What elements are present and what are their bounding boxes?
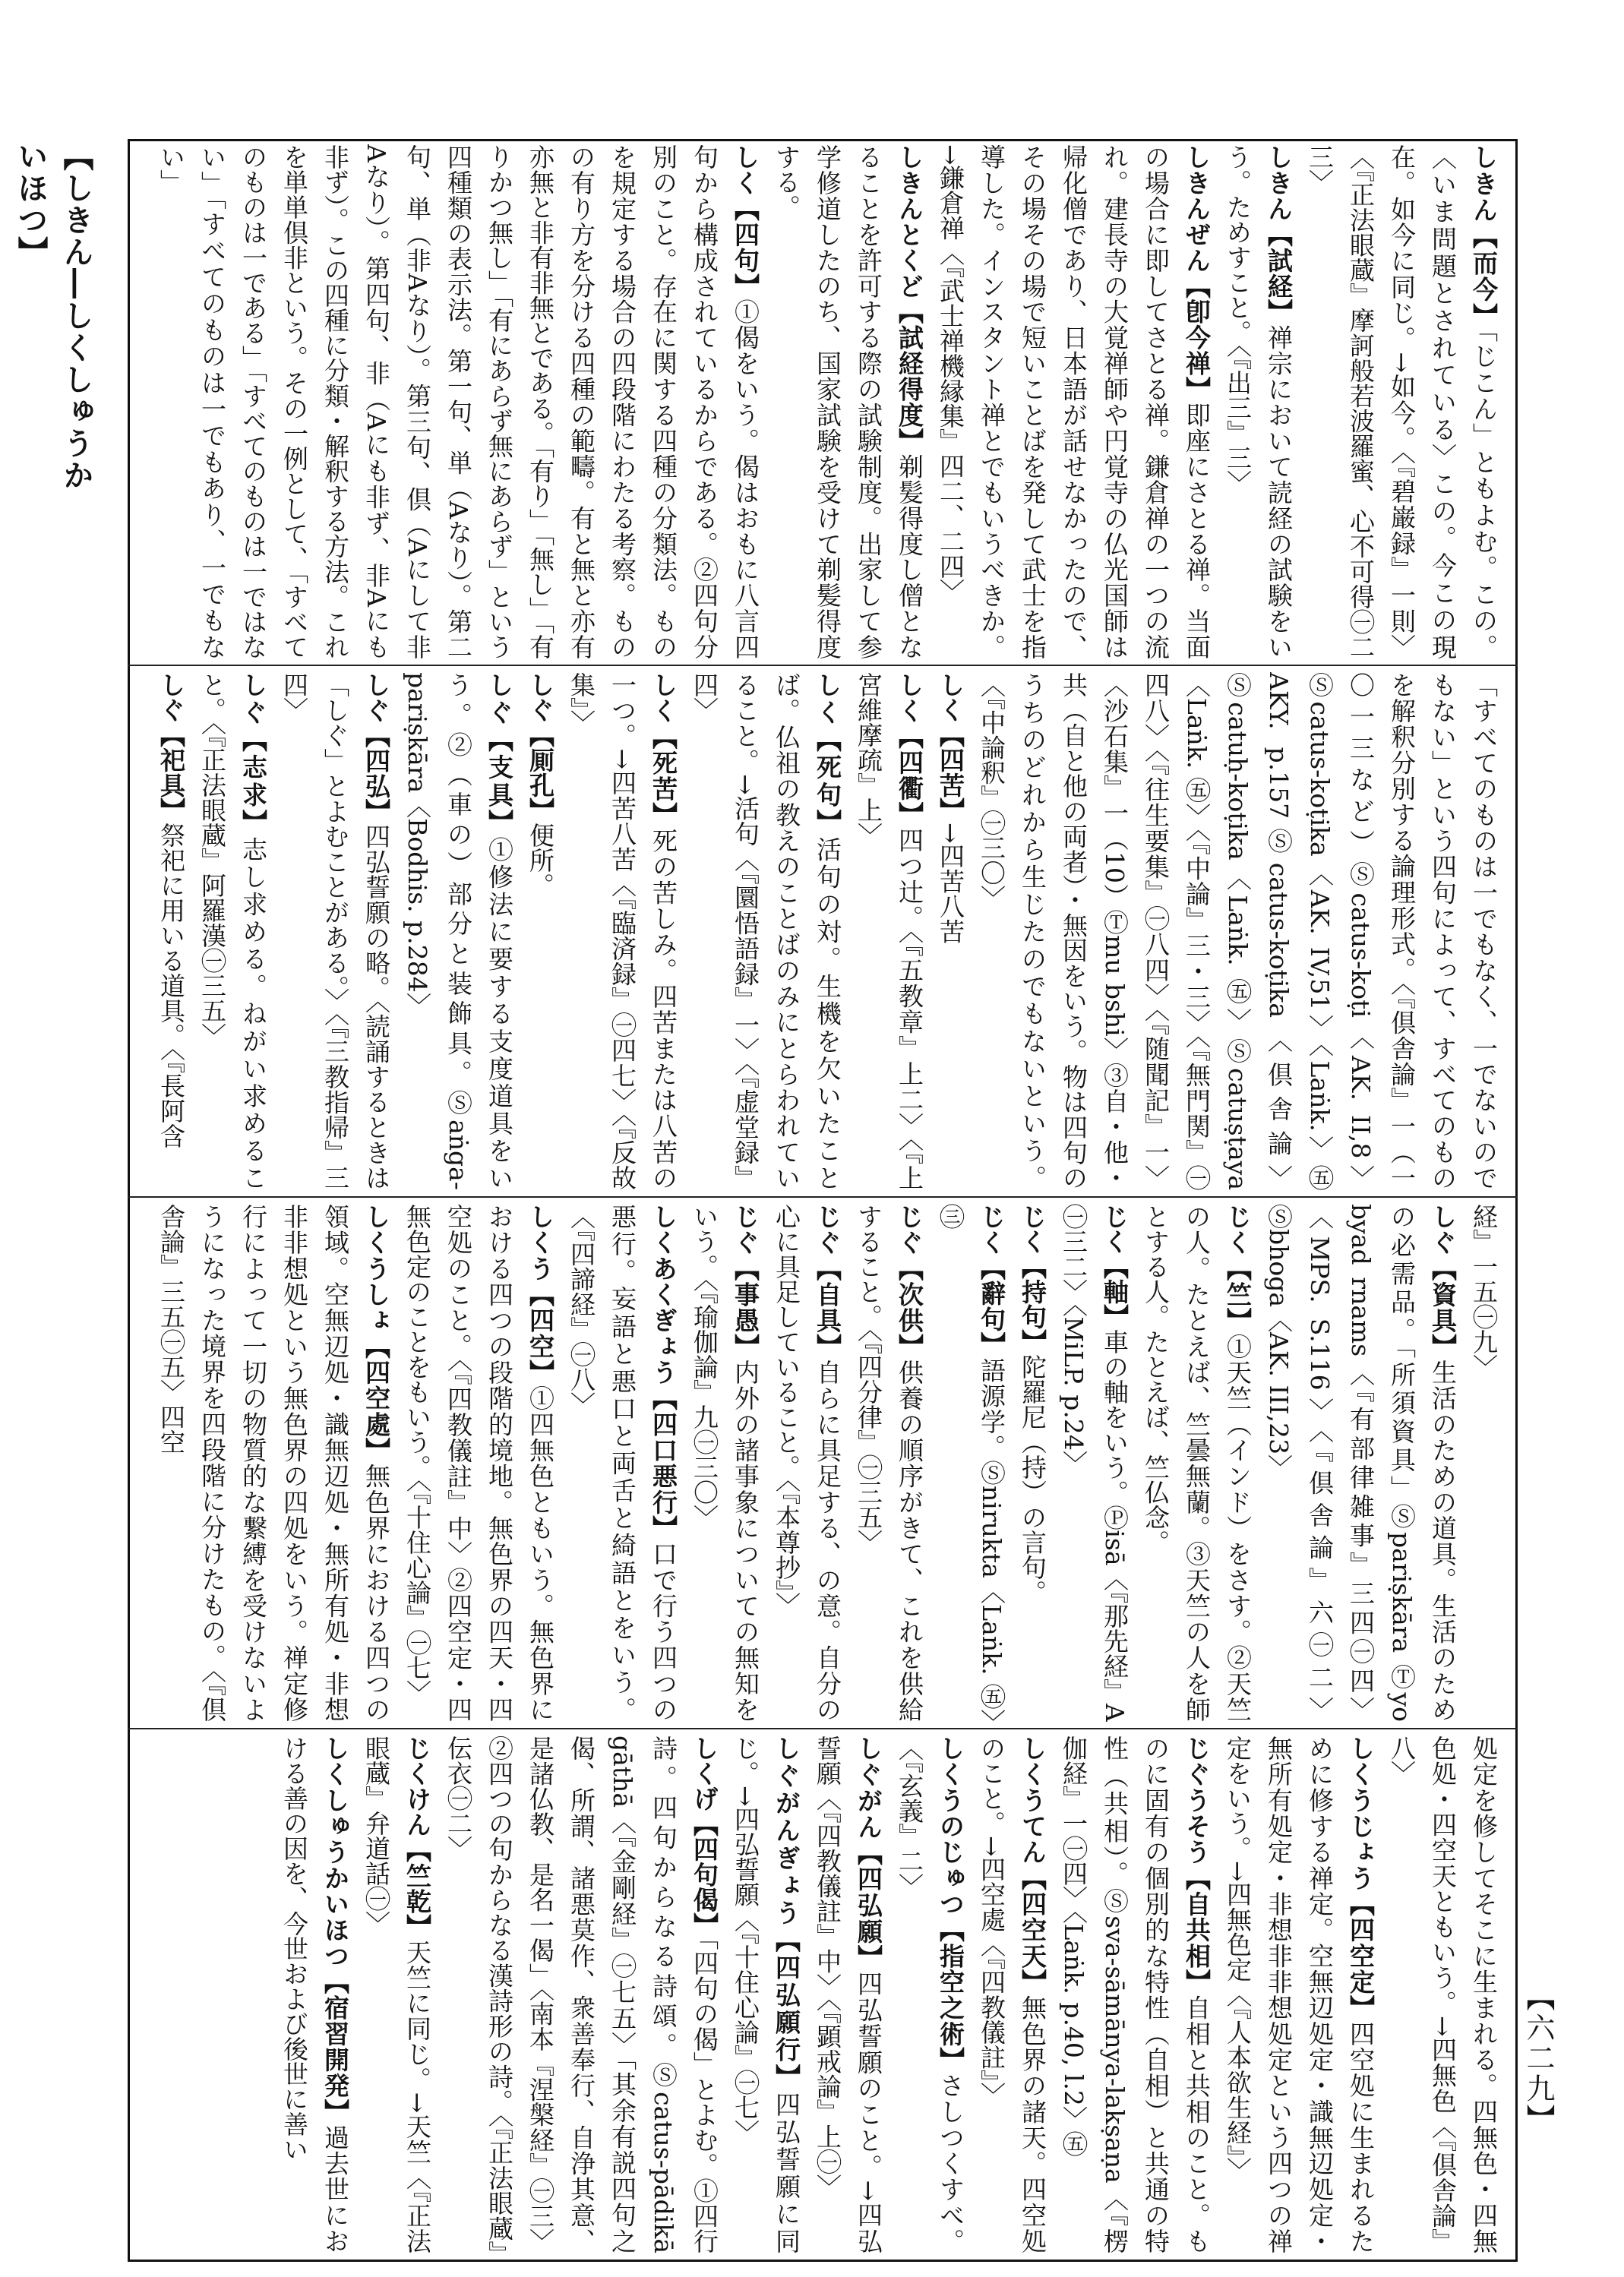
entry-headword: じぐうそう【自共相】 [1182,1735,1212,1995]
entry-definition: 四つ辻。〈『五教章』上二〉〈『上宮維摩疏』上〉 [854,672,924,1190]
entry-headword: しきんぜん【卽今禅】 [1182,144,1212,403]
entry-headword: しく【四句】 [731,144,760,299]
entry-headword: じく【竺】 [1223,1204,1253,1334]
entry-definition: ①四無色ともいう。無色界における四つの段階的境地。無色界の四天・四空処のこと。〈『四教儀註』中〉②四空定・四無色定のことをもいう。〈『十住心論』㊀七〉 [403,1204,555,1722]
entry-definition: 「じこん」ともよむ。この。〈いま問題とされている〉この。今この現在。如今に同じ。→如今。〈『碧巌録』一則〉〈『正法眼蔵』摩訶般若波羅蜜、心不可得㊀二三〉 [1305,144,1499,659]
entry-definition: ①偈をいう。偈はおもに八言四句から構成されているからである。②四句分別のこと。存在に関する四種の分類法。ものを規定する場合の四段階にわたる考察。ものの有り方を分ける四種の範疇。有と無と亦有亦無と非有非無とである。「有り」「無し」「有りかつ無し」「有にあらず無にあらず」という四種類の表示法。第一句、単（Aなり）。第二句、単（非Aなり）。第三句、倶（Aにして非Aなり）。第四句、非（Aにも非ず、非Aにも非ず）。この四種に分類・解釈する方法。これを単単倶非という。その一例として、「すべてのものは一である」「すべてのものは一ではない」「すべてのものは一でもあり、一でもない」 [156,144,760,659]
entry-headword: しくうしょ【四空處】 [362,1204,391,1464]
tier-4 [144,1735,1504,2253]
dictionary-entry [684,1204,766,1722]
dictionary-entry [1053,1735,1217,2253]
tier-divider [128,665,1518,666]
entry-headword: じく【持句】 [1018,1204,1047,1354]
dictionary-entry [930,672,971,1190]
dictionary-entry [1217,144,1299,659]
entry-definition: 内外の諸事象についての無知をいう。〈『瑜伽論』九㊀三〇〉 [690,1204,760,1722]
dictionary-entry [150,144,766,659]
entry-definition: 過去世における善の因を、今世および後世に善い [280,1735,350,2253]
entry-definition: 即座にさとる禅。当面の場合に即してさとる禅。鎌倉禅の一つの流れ。建長寺の大覚禅師や円覚寺の仏光国師は帰化僧であり、日本語が話せなかったので、その場その場で短いことばを発して武士を指導した。インスタント禅とでもいうべきか。→鎌倉禅〈『武士禅機縁集』四二、二四〉 [936,144,1212,659]
dictionary-entry [848,1204,930,1722]
entry-definition: 供養の順序がきて、これを供給すること。〈『四分律』㊀三五〉 [854,1204,924,1722]
tier-1 [144,144,1504,659]
tier-3 [144,1204,1504,1722]
entry-headword: しぐ【厠孔】 [526,672,555,823]
dictionary-entry [930,1204,1012,1722]
dictionary-entry [766,144,930,659]
dictionary-entry [438,1735,725,2253]
entry-headword: しくあくぎょう【四口悪行】 [649,1204,678,1542]
running-header: 【しきん―しくしゅうかいほつ】 [13,141,94,491]
dictionary-entry [191,672,273,1190]
entry-definition: 自らに具足する、の意。自分の心に具足していること。〈『本尊抄』〉 [772,1204,842,1722]
entry-headword: じぐ【次供】 [895,1204,924,1360]
entry-headword: しくうてん【四空天】 [1018,1735,1047,1995]
dictionary-entry [889,1735,971,2253]
entry-definition: 四空処に生まれるために修する禅定。空無辺処定・識無辺処定・無所有処定・非想非非想処定という四つの禅定をいう。→四無色定〈『人本欲生経』〉 [1223,1735,1376,2253]
tier-2 [144,672,1504,1190]
entry-definition: 無色界における四つの領域。空無辺処・識無辺処・無所有処・非想非非想処という無色界の四処をいう。禅定修行によって一切の物質的な繋縛を受けないようになった境界を四段階に分けたもの。〈『倶舎論』三五㊀五〉四空 [156,1204,391,1722]
dictionary-entry [930,144,1217,659]
dictionary-entry [1299,144,1504,659]
entry-definition: 語源学。Ⓢnirukta〈Laṅk. ㊄〉㊂ [936,1204,1006,1722]
entry-definition: 処定を修してそこに生まれる。四無色・四無色処・四空天ともいう。→四無色〈『倶舎論』八〉 [1387,1735,1499,2253]
entry-headword: しぐ【祀具】 [156,672,186,823]
entry-definition: 四弘誓願のこと。→四弘誓願〈『四教儀註』中〉〈『顕戒論』上㊀〉 [813,1735,883,2253]
dictionary-entry [1012,1204,1053,1722]
dictionary-entry [150,672,191,1190]
entry-headword: じくけん【竺乾】 [403,1735,432,1940]
dictionary-entry [807,1735,889,2253]
entry-definition: 活句の対。生機を欠いたことば。仏祖の教えのことばのみにとらわれていること。→活句〈『圜悟語録』一〉〈『虚堂録』四〉 [690,672,842,1190]
dictionary-entry [1053,1204,1135,1722]
entry-definition: 無色界の諸天。四空処のこと。→四空處〈『四教儀註』〉 [977,1735,1047,2253]
entry-definition: →四苦八苦 [936,823,965,944]
entry-headword: じぐ【自具】 [813,1204,842,1360]
dictionary-entry [1258,1204,1463,1722]
dictionary-entry [561,1204,684,1722]
entry-definition: 死の苦しみ。四苦または八苦の一つ。→四苦八苦〈『臨済録』㊀四七〉〈『反故集』〉 [567,672,678,1190]
dictionary-entry [273,672,397,1190]
entry-definition: ①修法に要する支度道具をいう。②（車の）部分と装飾具。Ⓢaṅga-pariṣkāra〈Bodhis. p.284〉 [403,672,514,1190]
dictionary-entry [520,672,561,1190]
entry-headword: じく【辭句】 [977,1204,1006,1358]
entry-definition: 剃髪得度し僧となることを許可する際の試験制度。出家して参学修道したのち、国家試験を受けて剃髪得度する。 [772,144,924,659]
entry-definition: ①天竺（インド）をさす。②天竺の人。たとえば、竺曇無蘭。③天竺の人を師とする人。たとえば、竺仏念。 [1141,1204,1253,1722]
entry-headword: じく【軸】 [1100,1204,1130,1330]
entry-headword: しぐ【志求】 [239,672,268,837]
entry-definition: 祭祀に用いる道具。〈『長阿含 [156,823,186,1148]
entry-headword: しくげ【四句偈】 [690,1735,719,1938]
entry-headword: しきんとくど【試経得度】 [895,144,924,454]
entry-headword: しく【四苦】 [936,672,965,823]
entry-definition: 陀羅尼（持）の言句。 [1018,1354,1047,1605]
entry-headword: じぐ【事愚】 [731,1204,760,1360]
dictionary-entry [684,672,848,1190]
entry-definition: 志し求める。ねがい求めること。〈『正法眼蔵』阿羅漢㊀三五〉 [197,672,268,1190]
entry-definition: 禅宗において読経の試験をいう。ためすこと。〈『出三』三〉 [1223,144,1294,659]
dictionary-entry [766,1204,848,1722]
entry-definition: 「すべてのものは一でもなく、一でないのでもない」という四句によって、すべてのものを解釈分別する論理形式。〈『倶舎論』一（一〇一三など）Ⓢcatus-koṭi〈AK. II,8〉Ⓢcatus-koṭika〈AK. IV,51〉〈Laṅk.〉㊄AKY. p.157Ⓢcatus-koṭika〈倶舎論〉Ⓢcatuḥ-koṭika〈Laṅk. ㊄〉Ⓢcatuṣṭaya〈Laṅk. ㊄〉〈『中論』三・三〉〈『無門関』㊀四八〉〈『往生要集』㊀八四〉〈『随聞記』一〉〈沙石集』一（10）Ⓣmu bshi〉③自・他・共（自と他の両者）・無因をいう。物は四句のうちのどれから生じたのでもないという。〈『中論釈』㊀三〇〉 [977,672,1499,1190]
entry-headword: しく【死苦】 [649,672,678,828]
dictionary-entry [1463,1204,1504,1722]
dictionary-entry [397,672,520,1190]
entry-definition: さしつくすべ。〈『玄義』二〉 [895,1735,965,2253]
dictionary-entry [150,1204,397,1722]
dictionary-entry [971,1735,1053,2253]
entry-headword: しぐがん【四弘願】 [854,1735,883,1971]
entry-headword: しぐ【資具】 [1428,1204,1458,1360]
entry-headword: しくうのじゅつ【指空之術】 [936,1735,965,2073]
entry-definition: 「四句の偈」とよむ。①四行詩。四句からなる詩頌。Ⓢcatus-pādikā gāthā〈『金剛経』㊀七五〉「其余有説四句之偈、所謂、諸悪莫作、衆善奉行、自浄其意、是諸仏教、是名一偈」〈南本『涅槃経』㊀三〉②四つの句からなる漢詩形の詩。〈『正法眼蔵』伝衣㊀二〉 [444,1735,719,2253]
entry-definition: 天竺に同じ。→天竺〈『正法眼蔵』弁道話㊀〉 [362,1735,432,2253]
entry-definition: 自相と共相のこと。ものに固有の個別的な特性（自相）と共通の特性（共相）。Ⓢsva-sāmānya-lakṣaṇa〈『楞伽経』一㊀四〉〈Laṅk. p.40, l.2〉㊄ [1059,1735,1212,2253]
entry-definition: 生活のための道具。生活のための必需品。「所須資具」Ⓢpariṣkāra Ⓣyo byad rnams〈『有部律雑事』三四㊀四〉〈MPS. S.116〉〈『倶舎論』六㊀二〉Ⓢbhoga〈AK. III,23〉 [1264,1204,1458,1722]
entry-definition: 経』一五㊀九〉 [1469,1204,1499,1379]
tier-divider [128,1196,1518,1198]
page-number: 【六二九】 [1521,1982,1555,2134]
dictionary-entry [1135,1204,1258,1722]
dictionary-entry [561,672,684,1190]
entry-headword: しぐ【支具】 [485,672,514,837]
dictionary-entry [397,1204,561,1722]
entry-definition: 車の軸をいう。Ⓟisā〈『那先経』A㊀三二〉〈MiLP. p.24〉 [1059,1204,1130,1722]
dictionary-entry [971,672,1504,1190]
entry-definition: 便所。 [526,823,555,898]
entry-headword: しく【死句】 [813,672,842,837]
entry-definition: 四弘誓願に同じ。→四弘誓願〈『十住心論』㊀七〉 [731,1735,801,2253]
entry-headword: しくうじょう【四空定】 [1346,1735,1376,2021]
dictionary-entry [725,1735,807,2253]
dictionary-entry [848,672,930,1190]
entry-definition: 口で行う四つの悪行。妄語と悪口と両舌と綺語とをいう。〈『四諦経』㊀八〉 [567,1204,678,1722]
entry-definition: 四弘誓願の略。〈読誦するときは「しぐ」とよむことがある。〉〈『三教指帰』三四〉 [280,672,391,1190]
dictionary-entry [355,1735,438,2253]
entry-headword: しぐがんぎょう【四弘願行】 [772,1735,801,2092]
dictionary-entry [1217,1735,1381,2253]
tier-divider [128,1728,1518,1729]
dictionary-entry [1381,1735,1504,2253]
entry-headword: しくしゅうかいほつ【宿習開発】 [321,1735,350,2125]
entry-headword: しくう【四空】 [526,1204,555,1386]
entry-headword: しきん【試経】 [1264,144,1294,325]
entry-headword: しぐ【四弘】 [362,672,391,824]
entry-headword: しきん【而今】 [1469,144,1499,330]
dictionary-entry [273,1735,355,2253]
entry-headword: しく【四衢】 [895,672,924,828]
